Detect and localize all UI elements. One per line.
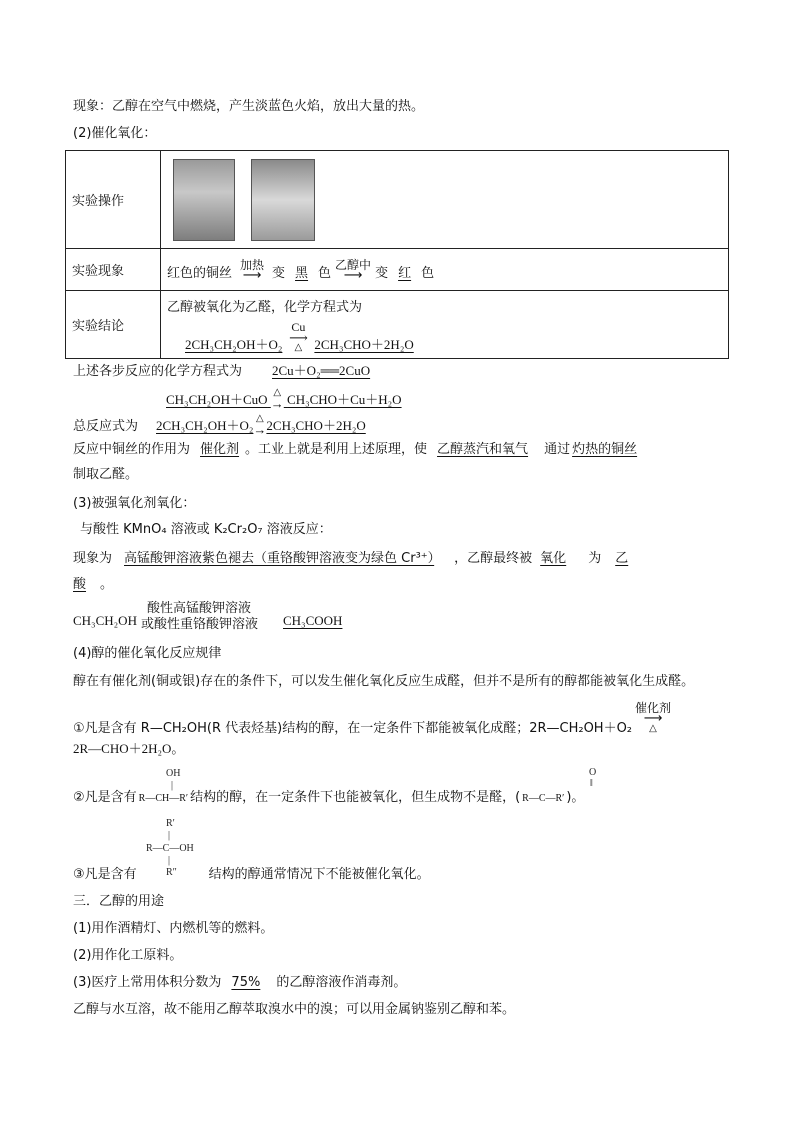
answer-red: 红: [398, 265, 412, 281]
conclusion-equation: [167, 321, 424, 353]
text: (3)医疗上常用体积分数为: [73, 975, 222, 990]
copper-wire-flame-photo: [173, 159, 235, 241]
strong-reagents: 与酸性 KMnO₄ 溶液或 K₂Cr₂O₇ 溶液反应：: [80, 522, 332, 537]
experiment-table: [65, 150, 729, 359]
answer-color-change: 高锰酸钾溶液紫色褪去（重铬酸钾溶液变为绿色 Cr³⁺）: [124, 551, 435, 566]
text: 反应中铜丝的作用为: [73, 442, 191, 457]
rule3-line: [73, 866, 430, 884]
use1: (1)用作酒精灯、内燃机等的燃料。: [73, 921, 274, 936]
row-label-operation: 实验操作: [66, 151, 161, 249]
strong-phenomenon-end: [73, 576, 113, 594]
text: 通过: [544, 442, 571, 457]
text: 变: [375, 265, 389, 281]
struct3-r1: R′: [166, 818, 175, 829]
text: ②凡是含有: [73, 790, 137, 805]
use2: (2)用作化工原料。: [73, 948, 183, 963]
text: 红色的铜丝: [167, 265, 233, 281]
answer-hot-copper: 灼热的铜丝: [572, 442, 638, 457]
eq-right: CH₃CHO＋Cu＋H₂O: [287, 392, 402, 407]
arrow-condition: △: [294, 342, 303, 353]
uses-heading: 三．乙醇的用途: [73, 894, 165, 909]
strong-phenomenon: [73, 550, 632, 568]
ketone-structure: R—C—R′: [522, 793, 565, 804]
struct3-r2: R″: [166, 867, 177, 878]
catalyst-arrow: 催化剂 ⟶ △: [632, 702, 674, 734]
ketone-o: O: [589, 767, 597, 778]
answer-black: 黑: [295, 265, 309, 281]
text: 色: [421, 265, 435, 281]
rule-heading: (4)醇的催化氧化反应规律: [73, 646, 222, 661]
row-label-phenomenon: 实验现象: [66, 249, 161, 291]
struct3-bond-bottom: |: [168, 855, 171, 866]
equation-step2: [166, 387, 494, 409]
arrow-condition: △: [256, 413, 264, 424]
text: 为: [588, 551, 602, 566]
experiment-photos: [161, 151, 729, 249]
role-line: [73, 441, 643, 459]
text: 变: [272, 265, 286, 281]
answer-oxidized: 氧化: [540, 551, 567, 566]
row-conclusion-content: [161, 291, 729, 359]
heat-arrow: 加热 ⟶: [232, 259, 272, 281]
heat-arrow: △ →: [270, 387, 284, 411]
equation-step1: 2Cu＋O₂══2CuO: [272, 363, 371, 378]
answer-75-percent: 75%: [231, 975, 261, 990]
strong-heading: (3)被强氧化剂氧化：: [73, 496, 196, 511]
eq-left: CH₃CH₂OH: [73, 613, 137, 628]
answer-acid-part2: 酸: [73, 577, 87, 592]
answer-acid-part1: 乙: [615, 551, 629, 566]
eq-step2-underlined: [166, 387, 494, 409]
eq-right: 2CH₃CHO＋2H₂O: [266, 418, 366, 433]
struct3-bond-top: |: [168, 830, 171, 841]
arrow-condition: 加热: [240, 257, 265, 272]
struct2-oh: OH: [166, 768, 181, 779]
text: 结构的醇通常情况下不能被催化氧化。: [208, 867, 430, 882]
steps-line: [73, 362, 472, 381]
overall-line: [73, 413, 376, 436]
rule2-line: [73, 789, 584, 808]
eq-left: CH₃CH₂OH＋CuO: [166, 392, 268, 407]
rule1-line: [73, 701, 674, 738]
ketone-double-bond: ‖: [590, 778, 593, 789]
text: ，乙醇最终被: [454, 551, 533, 566]
catalytic-heading: (2)催化氧化：: [73, 126, 157, 141]
text: 。工业上就是利用上述原理，使: [245, 442, 428, 457]
note-line: 乙醇与水互溶，故不能用乙醇萃取溴水中的溴；可以用金属钠鉴别乙醇和苯。: [73, 1002, 516, 1017]
eq-right: CH₃COOH: [283, 613, 343, 628]
arrow-condition: △: [273, 387, 282, 398]
secondary-alcohol-structure: R—CH—R′: [138, 793, 189, 804]
text: 的乙醇溶液作消毒剂。: [276, 975, 407, 990]
arrow-condition: △: [649, 723, 657, 734]
struct3-chain: R—C—OH: [146, 843, 194, 854]
role-line-end: 制取乙醛。: [73, 467, 139, 482]
rule-intro: 醇在有催化剂(铜或银)存在的条件下，可以发生催化氧化反应生成醛，但并不是所有的醇都能被氧化生成醛。: [73, 674, 695, 689]
copper-wire-ethanol-photo: [251, 159, 315, 241]
arrow-condition: Cu: [291, 320, 306, 334]
rule1-product: 2R—CHO＋2H₂O。: [73, 741, 185, 756]
arrow-condition-bottom: 或酸性重铬酸钾溶液: [141, 617, 259, 632]
text: 总反应式为: [73, 419, 139, 434]
text: 色: [318, 265, 332, 281]
answer-vapor: 乙醇蒸汽和氧气: [437, 442, 529, 457]
eq-right: 2CH₃CHO＋2H₂O: [314, 337, 414, 352]
phenomenon-line: 现象：乙醇在空气中燃烧，产生淡蓝色火焰，放出大量的热。: [73, 99, 425, 114]
eq-left: 2CH₃CH₂OH＋O₂: [156, 418, 254, 433]
text: 现象为: [73, 551, 113, 566]
use3: [73, 974, 406, 992]
text: 。: [100, 577, 114, 592]
row-label-conclusion: 实验结论: [66, 291, 161, 359]
arrow-condition-top: 酸性高锰酸钾溶液: [147, 601, 252, 616]
row-phenomenon-content: [161, 249, 729, 291]
heat-arrow: △ →: [253, 413, 267, 437]
text: ①凡是含有 R—CH₂OH(R 代表烃基)结构的醇，在一定条件下都能被氧化成醛；2R—CH₂OH＋O₂: [73, 721, 633, 736]
text: ③凡是含有: [73, 867, 137, 882]
arrow-condition: 乙醇中: [335, 257, 372, 272]
cu-arrow: Cu ⟶ △: [282, 321, 314, 353]
conclusion-text: 乙醇被氧化为乙醛，化学方程式为: [167, 300, 363, 315]
overall-equation: [138, 413, 376, 435]
text: 结构的醇，在一定条件下也能被氧化，但生成物不是醛，(: [190, 790, 521, 805]
answer-catalyst: 催化剂: [200, 442, 240, 457]
text: )。: [566, 790, 585, 805]
eq-left: 2CH₃CH₂OH＋O₂: [185, 337, 283, 352]
ethanol-arrow: 乙醇中 ⟶: [331, 259, 375, 281]
text: 上述各步反应的化学方程式为: [73, 364, 243, 379]
struct2-bond: |: [171, 780, 174, 791]
arrow-condition: 催化剂: [635, 701, 672, 715]
